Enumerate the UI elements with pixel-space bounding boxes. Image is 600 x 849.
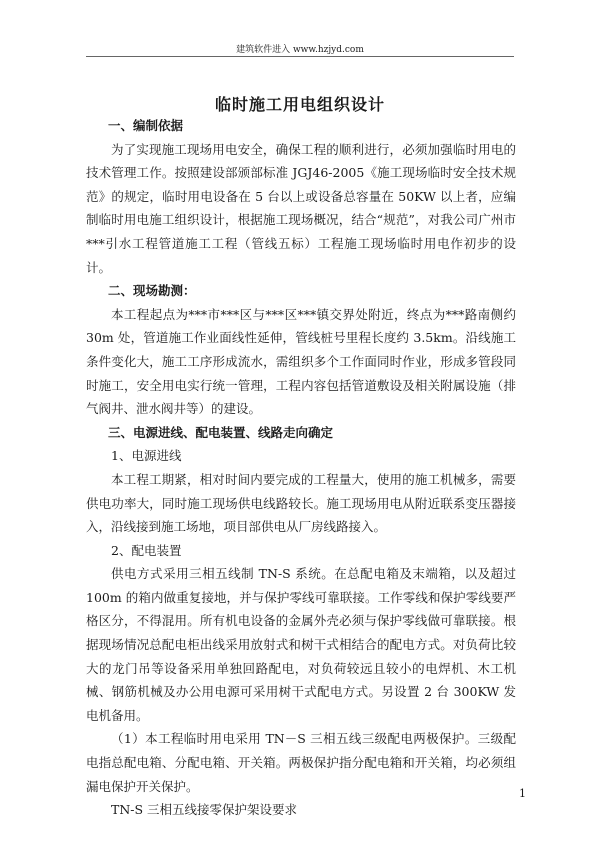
subsection-heading-power-inlet: 1、电源进线 [111, 448, 182, 464]
document-body [86, 114, 516, 822]
section-heading-basis: 一、编制依据 [108, 118, 184, 133]
page-number: 1 [519, 787, 526, 800]
numbered-item-1: （1）本工程临时用电采用 TN－S 三相五线三级配电两极保护。三级配电指总配电箱、分配电箱、开关箱。两极保护指分配电箱和开关箱，均必须组漏电保护开关保护。 [86, 731, 516, 794]
paragraph-tns-requirements: TN-S 三相五线接零保护架设要求 [111, 802, 298, 818]
header-divider [86, 56, 514, 57]
page-header[interactable]: 建筑软件进入 www.hzjyd.com [236, 45, 364, 55]
page-title: 临时施工用电组织设计 [214, 95, 385, 114]
subsection-heading-distribution: 2、配电装置 [111, 542, 182, 558]
section-heading-power: 三、电源进线、配电装置、线路走向确定 [108, 424, 334, 440]
paragraph-survey: 本工程起点为***市***区与***区***镇交界处附近，终点为***路南侧约 30m 处，管道施工作业面线性延伸，管线桩号里程长度约 3.5km。沿线施工条件变化大，施工工序形成流水，需组织多个工作面同时作业，形成多管段同时施工，安全用电实行统一管理，工程内容包括管道敷设及相关附属设施（排气阀井、泄水阀井等）的建设。 [86, 306, 516, 417]
paragraph-basis: 为了实现施工现场用电安全，确保工程的顺利进行，必须加强临时用电的技术管理工作。按照建设部颁部标准 JGJ46-2005《施工现场临时安全技术规范》的规定，临时用电设备在 5 台以上或设备总容量在 50KW 以上者，应编制临时用电施工组织设计，根据施工现场概况，结合“规范”，对我公司广州市***引水工程管道施工工程（管线五标）工程施工现场临时用电作初步的设计。 [86, 141, 516, 275]
section-heading-survey: 二、现场勘测： [108, 283, 196, 299]
paragraph-distribution: 供电方式采用三相五线制 TN-S 系统。在总配电箱及末端箱，以及超过 100m 的箱内做重复接地，并与保护零线可靠联接。工作零线和保护零线要严格区分，不得混用。所有机电设备的金属外壳必须与保护零线做可靠联接。根据现场情况总配电柜出线采用放射式和树干式相结合的配电方式。对负荷比较大的龙门吊等设备采用单独回路配电，对负荷较远且较小的电焊机、木工机械、钢筋机械及办公用电源可采用树干式配电方式。另设置 2 台 300KW 发电机备用。 [86, 566, 516, 723]
paragraph-power-inlet: 本工程工期紧，相对时间内要完成的工程量大，使用的施工机械多，需要供电功率大，同时施工现场供电线路较长。施工现场用电从附近联系变压器接入，沿线接到施工场地，项目部供电从厂房线路接入。 [86, 471, 516, 535]
